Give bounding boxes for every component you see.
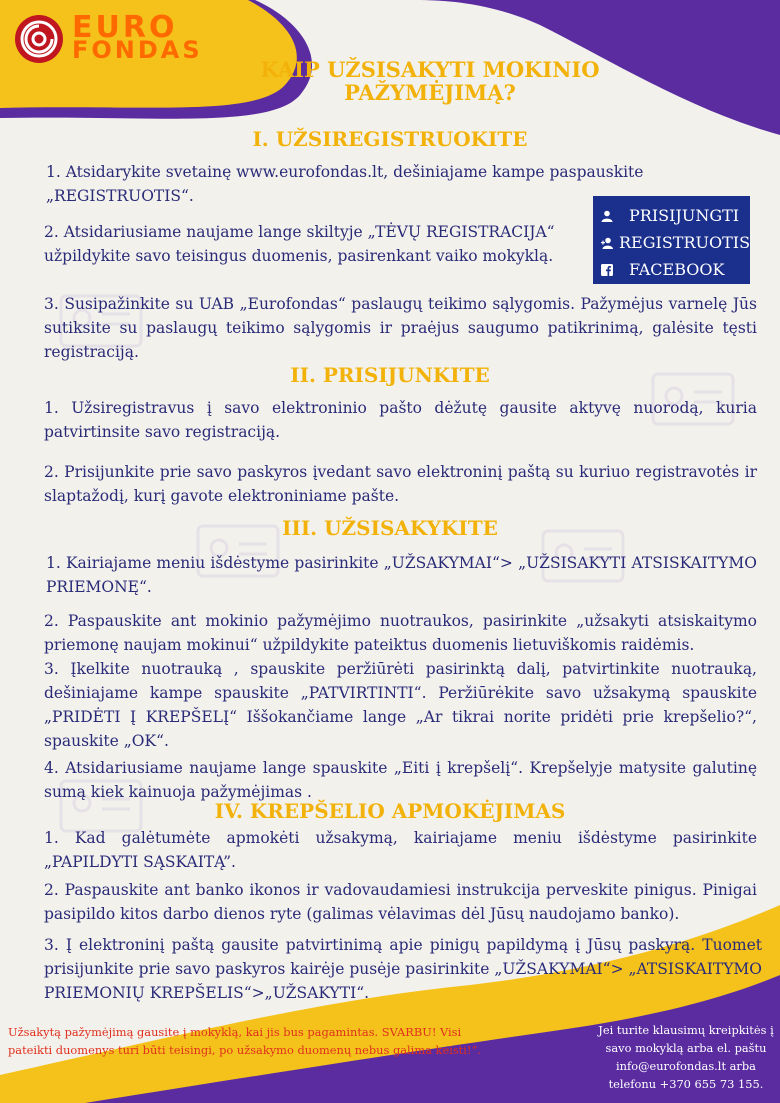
section-4-item-1: 1. Kad galėtumėte apmokėti užsakymą, kairiajame meniu išdėstyme pasirinkite „PAPILDYTI SĄSKAITĄ”. [44, 829, 757, 871]
section-3-item-3: 3. Įkelkite nuotrauką , spauskite peržiūrėti pasirinktą dalį, patvirtinkite nuotrauką, dešiniajame kampe spauskite „PATVIRTINTI“. Peržiūrėkite savo užsakymą spauskite „PRIDĖTI Į KREPŠELĮ“ Iššokančiame lange „Ar tikrai norite pridėti prie krepšelio?“, spauskite „OK“. [44, 660, 757, 750]
register-link[interactable] [593, 229, 750, 256]
facebook-link[interactable] [593, 256, 750, 283]
section-3-item-1: 1. Kairiajame meniu išdėstyme pasirinkite „UŽSAKYMAI“> „UŽSISAKYTI ATSISKAITYMO PRIEMONĘ“. [46, 554, 757, 596]
section-2-item-2: 2. Prisijunkite prie savo paskyros įvedant savo elektroninį paštą su kuriuo registravotės ir slaptažodį, kurį gavote elektroniniame pašte. [44, 463, 757, 505]
footer-contact: Jei turite klausimų kreipkitės į savo mokyklą arba el. paštu info@eurofondas.lt arba telefonu +370 655 73 155. [598, 1023, 774, 1091]
spiral-logo-icon [14, 14, 64, 64]
logo-line-1: EURO [72, 10, 178, 45]
user-plus-icon [601, 237, 613, 249]
page-title: KAIP UŽSISAKYTI MOKINIO PAŽYMĖJIMĄ? [260, 57, 600, 105]
section-3-heading: III. UŽSISAKYKITE [282, 516, 498, 540]
section-2-heading: II. PRISIJUNKITE [290, 363, 490, 387]
section-3-item-2: 2. Paspauskite ant mokinio pažymėjimo nuotraukos, pasirinkite „užsakyti atsiskaitymo priemonę naujam mokinui“ užpildykite pateiktus duomenis lietuviškomis raidėmis. [44, 612, 757, 654]
register-label: REGISTRUOTIS [619, 233, 751, 252]
section-4-item-2: 2. Paspauskite ant banko ikonos ir vadovaudamiesi instrukcija perveskite pinigus. Pinigai pasipildo kitos darbo dienos ryte (galimas vėlavimas dėl Jūsų naudojamo banko). [44, 881, 757, 923]
facebook-label: FACEBOOK [629, 260, 725, 279]
section-4-item-3: 3. Į elektroninį paštą gausite patvirtinimą apie pinigų papildymą į Jūsų paskyrą. Tuomet prisijunkite prie savo paskyros kairėje pusėje pasirinkite „UŽSAKYMAI“> „ATSISKAITYMO PRIEMONIŲ KREPŠELIS“>„UŽSAKYTI“. [44, 936, 762, 1002]
login-box [593, 196, 750, 284]
login-link[interactable] [593, 202, 750, 229]
login-label: PRISIJUNGTI [629, 206, 740, 225]
section-2-item-1: 1. Užsiregistravus į savo elektroninio pašto dėžutę gausite aktyvę nuorodą, kuria patvirtinsite savo registraciją. [44, 399, 757, 441]
section-3-item-4: 4. Atsidariusiame naujame lange spauskite „Eiti į krepšelį“. Krepšelyje matysite galutinę sumą kiek kainuoja pažymėjimas . [44, 759, 757, 801]
logo-line-2: FONDAS [72, 36, 203, 64]
section-1-item-2: 2. Atsidariusiame naujame lange skiltyje „TĖVŲ REGISTRACIJA“ užpildykite savo teisingus duomenis, pasirenkant vaiko mokyklą. [44, 223, 555, 265]
section-4-heading: IV. KREPŠELIO APMOKĖJIMAS [214, 799, 566, 823]
section-1-item-3: 3. Susipažinkite su UAB „Eurofondas“ paslaugų teikimo sąlygomis. Pažymėjus varnelę Jūs sutiksite su paslaugų teikimo sąlygomis ir praėjus saugumo patikrinimą, galėsite tęsti registraciją. [44, 295, 757, 361]
brand-logo [14, 10, 203, 64]
footer-warning: Užsakytą pažymėjimą gausite į mokyklą, kai jis bus pagamintas. SVARBU! Visi pateikti duomenys turi būti teisingi, po užsakymo duomenų nebus galima keisti!“. [8, 1025, 481, 1057]
facebook-icon [601, 264, 613, 276]
section-1-heading: I. UŽSIREGISTRUOKITE [252, 127, 528, 151]
section-1-item-1: 1. Atsidarykite svetainę www.eurofondas.lt, dešiniajame kampe paspauskite „REGISTRUOTIS“. [46, 163, 644, 205]
user-icon [601, 210, 613, 222]
